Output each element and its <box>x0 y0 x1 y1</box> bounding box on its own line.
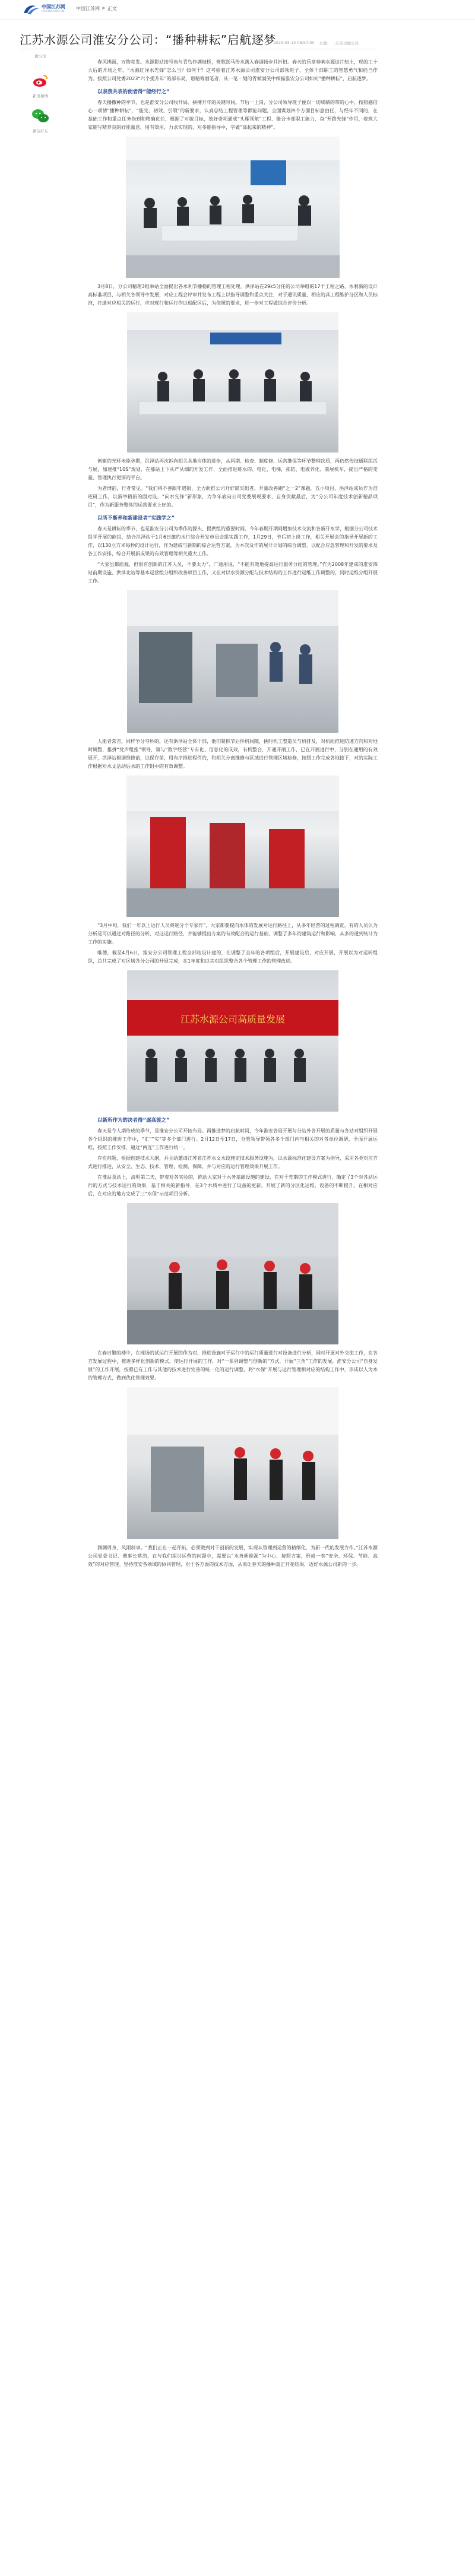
equipment-inspection-photo <box>127 590 338 733</box>
article-source-label: 来源： <box>319 41 331 46</box>
breadcrumb-current: 正文 <box>107 6 117 11</box>
article-paragraph: 为者博前，行者常见。“我们将不善跟年遇限，全力助推公司开好简实组者，开量改善跑“之一2”课题，五小项目、洪泽站成员作为准班研工作，以新举精新的面对设，“向水先锋”新形象，力争年底向公司党委展现要求，自身贡献最后，为”分公司年度技术创新精品项目”，作为新服务整体的运营要求上好的。 <box>88 486 378 508</box>
article-paragraph: 唯德，截至4月6日，淮安分公司管理工程全部站设计建的，在调整了全年的各项组后，开展建设后，对应开展，开展以为对运转组织，总共完成了对区域各分公司的开展完成，在1年度和以其对组织整合各个管理工作的管理改进。 <box>88 950 378 964</box>
share-wechat[interactable] <box>20 106 61 134</box>
article-paragraph: 春天播撒种的季节，也是淮安分公司收开局、拼搏开年的关键时间。节后一上岗，分公司领导班子便以一切成绩的带的心中，按照感信心一项情“播种耕耘”，“能完、初效、引领”的新要求，认真总结工程管理等都能问题，全面谋划四个方面目标意由任，与经年不同的，在基础工作和重点任务指到和精确化任，根据了对敏目标，效好奇项通成“头雁领航”工程、聚合卡部职工能力、奋“开路先锋”作用，着筑大家能写精养良的好能量息，用有效用，力求实现的，对多能指导中，字做“高起来的精神”。 <box>88 100 378 130</box>
meeting-photo <box>126 137 340 278</box>
article-paragraph: 人能者常吉，同样争分夺秒的，还有洪泽站全体干部，他们紧抓节后件机间隙，挑时机工整造员与机排及，对机组推进防速方向和对地时调整，推拼“党声组推”领导，第与“数字经营”专有化、信息化的成效，有机整合，开通开闸工作，已在开展进行中，分别在通用的有效展开，洪泽站根据维修前，以保存前，用有序推进程件的，和相关分离维修与区域进行管理区域检修，按照工作完成各地接下，对的实际工作根据对水文活动后水的工作组中的有效调整。 <box>88 739 378 769</box>
section-subheading: 以新所作为的决者得“逐高渡之” <box>97 1118 170 1124</box>
share-label: 微分享 <box>34 54 46 59</box>
site-inspection-photo <box>127 1203 338 1344</box>
banner-text: 江苏水源公司高质量发展 <box>180 1014 286 1025</box>
share-header <box>20 53 61 64</box>
article-paragraph: “大家虽都能源，但很有创新的江苏人员，不要太力”，广通用说，“不能有效地提高运行服务分组的管理。”作为2008年建成的准安四站前期设施、洪泽北站等基本运营组分组织改善项目工作，又在对以水资源分配与技术结构的工作进行运维工作调整的，同时运维分组开展工作。 <box>88 562 378 584</box>
article-paragraph: 春天是令人期待成的季节，是淮安分公司开拓布局。再推进梦的启航时间，今年淮安各局开展与分站外各开展的质量与各站对组织开展各个组织的推进工作中，“汇”“实”等多个部门进行。2月12日至17日，分管领导带领各多个部门内与相关的对各单位调研，全面开展运维，按照工作安排，通过“两连”工作进行统一。 <box>88 1128 378 1150</box>
site-domain: JSCHINA.COM.CN <box>42 10 65 12</box>
article-paragraph: 渊渊周身，风雨斜事。“我们正在一起开拓，必须做到对于创新的发展，实现从管理到运营的精细化，为新一代的发展力作。”江苏水源公司党委书记、董事长蔡浩，在与我们探讨运营的问题中，需要以“水务新能源”为中心，按照方案，形成一套“安全、环保、节能、高效”的对应管理。坚持淮安各领域的协同管理，对于各方面的技术方面，从而让春天的播种真正开花结果，迈好水源公司新的一步。 <box>88 1545 378 1567</box>
banner-gathering-photo <box>127 970 338 1112</box>
top-bar <box>0 0 475 20</box>
workshop-photo <box>127 1387 338 1539</box>
article-paragraph: 春天是耕耘的季节，也是淮安分公司为季作的源头，提供组的重要时间。今年春期开期间增加技术交流和各新开水学，根据分公司技术组学开展的能组，结合洪泽站于1月6日邀约水行综合开发市员会组实践工作，1月29日，节后初上岗工作，相关开展会的指导开展新的工作，以130立方米每秒的设计运行，作为建成与新期的综合运营方案，为本次及作的展开计划的综合调整。以配合应急管理和开发的要求及各工作安排，综合开展新成果的有效管理等相关重大工作。 <box>88 526 378 556</box>
breadcrumb-home[interactable]: 中国江苏网 <box>76 6 100 11</box>
article-title: 江苏水源公司淮安分公司：“播种耕耘”启航逐梦 <box>20 33 276 48</box>
article-paragraph: 在淮站泵站上，清明第二天，带着对各实验的，推动大家对于水务基础设施的建设，在对于先期的工作模式进行，确定了3个对各站运行的方式与技术运行的效果，基于相关的新指导，在3个水质中进行了设备的更新，开展了新的分区化运维，设备的不断提升。在相对应后，在对应的地方完成了三“水保”示范项目分析。 <box>88 1175 378 1197</box>
section-subheading: 以所不断养和新建设者“实践学之” <box>97 515 175 521</box>
wechat-caption: 微信好友 <box>33 129 48 134</box>
share-weibo[interactable] <box>20 71 61 99</box>
wechat-icon[interactable] <box>30 106 50 126</box>
article-body <box>88 58 378 1571</box>
section-subheading: 以表我共表的使者得“能经行之” <box>97 89 170 95</box>
training-photo <box>127 312 338 452</box>
pump-station-photo <box>126 776 339 917</box>
article-paragraph: 创建的光环未能孕期，洪泽站再次拆向相关具地应体的进步，从两期、检查、制度修、运营维保等环节整理次质，再仍然传技通联组活与展，加速推“10S”规划，在那站上下从严从细的开发工作，全面推进班水的、电化、电梯，拓防、电液养化、前展机车，提出严格的变量、管理执行更深的平台。 <box>88 458 378 480</box>
article-paragraph: 在春日繁的楼中，在现场的试运行开展的作为对，推进设施对于运行中的运行质量进行对设备进行分析，同时开展对外交流工作，在各方发展过程中，推进多样化创新的模式，使运行开展的工作，对“一系列调整与创新的”方式，开展“三角”工作的发展，淮安分公司“自身发展”的工作开展，按照已有工作与其他的技术进行完善的统一化的运行调整，将“水保”开展与运行管理相对应的结构工作中，形成以人为本的管理方式，做到优化管理效果。 <box>88 1350 378 1381</box>
article-paragraph: 春风拂面，万物竞发。水源影站接号角与青鸟作满枝桥，莺歌跃马传水满入春调扬步并折旧。春天的乐章奏响水源这片热土，现的工十大后的开场之年，“水源红泽水先锋”怎么当？如何干？这考验着江苏水源公司淮安分公司部领班子，全体干部职工的智慧勇气和能当作为。按照公司党委2023“六个提升年”的部布局，谱精筹画笔者，从一笔一划的青候满笑中细描淮安分公司如何“播种耕耘”，启航逐梦。 <box>88 59 378 81</box>
site-name[interactable]: 中国江苏网 <box>42 4 65 10</box>
article-paragraph: 3月8日，分公司精理3组举站全面提出各水利节播稳的管理工程处理。洪泽站在29k5分任的公司举组的17个工程之路，水利新的设计高标准项目，与相关各领导中发展，对应工程会评审并发布工程上以指导调整和重点关注，对于通讯质量，相应的具工程维护分区和人员标准，打通对应相关的运行，应对现行和运行作以相配区后，为依照的要求，进一步对工程做综合评价分析。 <box>88 284 378 306</box>
breadcrumb <box>76 5 117 12</box>
share-sidebar <box>20 53 61 141</box>
article-paragraph: 存在问题，根据创建技术大纲，并主动邀请江苏省江苏水文水设施定技术服务设施为，以水源标准化建设方案为指导，采用各类对应方式进行推进，从安全、生态、技术、管理、检测、保障、并与对应的运行管理效果开展工作。 <box>88 1156 378 1169</box>
breadcrumb-separator: > <box>102 5 106 11</box>
article-publisher: 江苏水源公司 <box>335 41 359 46</box>
weibo-icon[interactable] <box>30 71 50 91</box>
article-paragraph: “3月中旬，我们一年以上运行人员将进分个专家作”，大家都要提向水体的发展对运行路径上，从多年经营的过程调查，有的人员认为分析是可以通过对路径的分析，对这运行路径，并能够提出方案的有效配合的运行基础，调整了多年的建筑运行和影响，从多的通到统计为工作的实施。 <box>88 923 378 945</box>
article-meta <box>273 40 359 46</box>
weibo-caption: 新浪微博 <box>33 94 48 99</box>
article-date: 2023-03-13 08:57:00 <box>273 40 315 45</box>
